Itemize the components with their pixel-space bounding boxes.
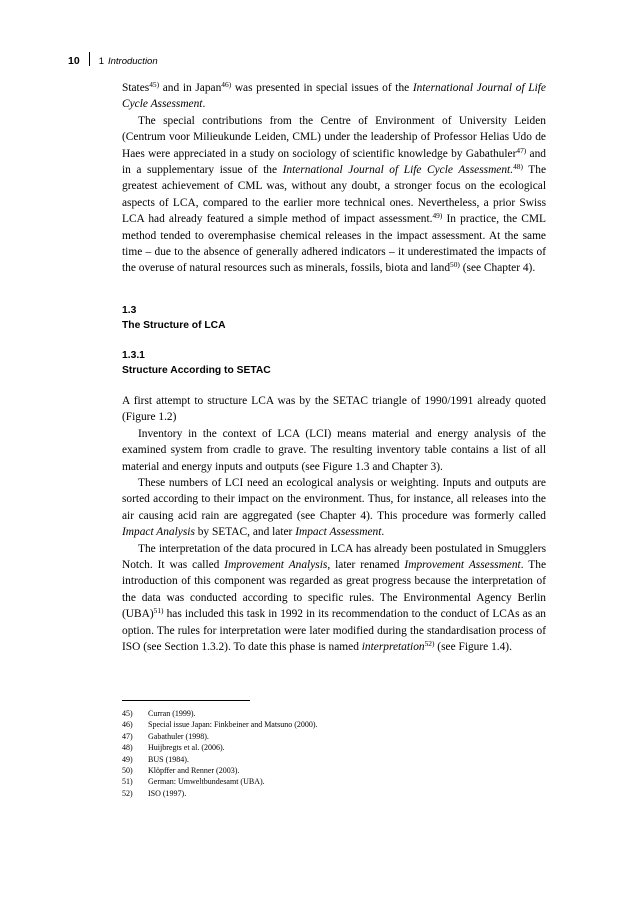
footnote-text: ISO (1997).	[148, 788, 187, 798]
header-divider	[89, 52, 90, 66]
footnotes-block	[122, 700, 546, 799]
footnote-number: 45)	[122, 709, 133, 718]
paragraph-1	[122, 80, 546, 113]
p5-text-c: .	[381, 526, 385, 539]
footnote-item	[122, 708, 546, 719]
spacer-before-subsection	[122, 333, 546, 348]
footnote-item	[122, 731, 546, 742]
footnote-ref-45[interactable]: 45)	[149, 79, 160, 89]
subsection-number: 1.3.1	[122, 349, 145, 361]
footnote-text: BUS (1984).	[148, 754, 189, 764]
p6-text-d: has included this task in 1992 in its recommendation to the conduct of LCAs as an option. The rules for interpretation were later modified during the standardisation process of ISO (see Section 1.3.2). To date this phase is named	[122, 608, 546, 653]
footnote-number: 47)	[122, 731, 133, 741]
p2-italic-journal: International Journal of Life Cycle Assessment.	[282, 164, 514, 177]
subsection-title: Structure According to SETAC	[122, 364, 271, 376]
footnote-item	[122, 742, 546, 753]
page-header	[68, 50, 158, 66]
footnote-number: 52)	[122, 788, 133, 798]
paragraph-5	[122, 475, 546, 541]
footnote-item	[122, 754, 546, 765]
p1-text-a: States	[122, 82, 150, 94]
running-head	[99, 56, 158, 67]
footnote-separator	[122, 700, 250, 701]
footnote-ref-46[interactable]: 46)	[221, 79, 232, 89]
footnote-item	[122, 719, 546, 730]
page-number: 10	[68, 55, 80, 67]
spacer-after-subsection	[122, 378, 546, 393]
footnote-text: Special issue Japan: Finkbeiner and Matsuno (2000).	[148, 720, 318, 730]
footnote-item	[122, 765, 546, 776]
footnote-item	[122, 776, 546, 787]
footnote-number: 46)	[122, 720, 133, 730]
footnote-ref-51[interactable]: 51)	[153, 606, 164, 616]
paragraph-2	[122, 113, 546, 277]
footnote-number: 51)	[122, 777, 133, 787]
p2-text-c: The greatest achievement of CML was, without any doubt, a stronger focus on the ecological aspects of LCA, compared to the earlier more technical ones. Nevertheless, a prior Swiss LCA had already featured a simple method of impact assessment.	[122, 164, 546, 226]
p2-text-e: (see Chapter 4).	[459, 262, 536, 275]
p5-italic-impact-assessment: Impact Assessment	[295, 526, 382, 539]
p2-text-b: and in a supplementary issue of the	[122, 147, 546, 177]
section-title: The Structure of LCA	[122, 319, 226, 331]
footnote-text: Huijbregts et al. (2006).	[148, 743, 225, 753]
paragraph-3: A first attempt to structure LCA was by the SETAC triangle of 1990/1991 already quoted (Figure 1.2)	[122, 394, 546, 424]
p6-text-b: , later renamed	[327, 558, 405, 571]
spacer-before-section	[122, 277, 546, 303]
footnote-ref-48[interactable]: 48)	[513, 161, 523, 171]
p1-text-d: .	[202, 98, 206, 111]
footnote-ref-52[interactable]: 52)	[424, 638, 435, 648]
footnote-text: German: Umweltbundesamt (UBA).	[148, 777, 265, 787]
p2-text-a: The special contributions from the Centre of Environment of University Leiden (Centrum voor Milieukunde Leiden, CML) under the leadership of Professor Helias Udo de Haes were appreciated in a study on sociology of scientific knowledge by Gabathuler	[122, 114, 546, 160]
p6-text-e: (see Figure 1.4).	[434, 640, 512, 653]
footnote-text: Klöpffer and Renner (2003).	[148, 766, 240, 776]
chapter-title: Introduction	[107, 56, 158, 67]
p1-text-b: and in Japan	[159, 82, 222, 94]
p2-text-d: In practice, the CML method tended to overemphasise chemical releases in the impact assessment. At the same time – due to the absence of generally adhered indicators – it underestimated the impacts of the overuse of natural resources such as minerals, fossils, biota and land	[122, 213, 546, 275]
p6-italic-improvement-assessment: Improvement Assessment	[404, 558, 521, 571]
paragraph-4: Inventory in the context of LCA (LCI) means material and energy analysis of the examined system from cradle to grave. The resulting inventory table contains a list of all material and energy inputs and outputs (see Figure 1.3 and Chapter 3).	[122, 427, 546, 473]
p1-text-c: was presented in special issues of the	[231, 82, 413, 94]
footnote-text: Curran (1999).	[148, 709, 196, 718]
footnote-ref-49[interactable]: 49)	[432, 211, 443, 221]
p5-italic-impact-analysis: Impact Analysis	[122, 526, 195, 539]
section-number: 1.3	[122, 304, 137, 316]
footnote-ref-47[interactable]: 47)	[516, 145, 527, 155]
chapter-number: 1	[98, 56, 104, 67]
p6-italic-improvement-analysis: Improvement Analysis	[224, 558, 328, 571]
footnote-ref-50[interactable]: 50)	[450, 260, 460, 270]
footnote-text: Gabathuler (1998).	[148, 731, 209, 741]
p5-text-a: These numbers of LCI need an ecological analysis or weighting. Inputs and outputs are sorted according to their impact on the environment. Thus, for instance, all releases into the air causing acid rain are aggregated (see Chapter 4). This procedure was formerly called	[122, 476, 546, 522]
footnote-number: 49)	[122, 754, 133, 764]
footnote-number: 50)	[122, 766, 133, 776]
p6-italic-interpretation: interpretation	[361, 640, 425, 653]
p5-text-b: by SETAC, and later	[194, 526, 296, 539]
p6-text-c: . The introduction of this component was regarded as great progress because the interpretation of the data was conducted according to specific rules. The Environmental Agency Berlin (UBA)	[122, 558, 547, 621]
p6-text-a: The interpretation of the data procured in LCA has already been postulated in Smugglers Notch. It was called	[122, 542, 546, 571]
footnote-item	[122, 788, 546, 799]
p1-italic-journal: International Journal of Life Cycle Assessment	[122, 82, 546, 111]
paragraph-6	[122, 541, 546, 656]
footnote-number: 48)	[122, 743, 133, 753]
body-text	[122, 80, 546, 655]
